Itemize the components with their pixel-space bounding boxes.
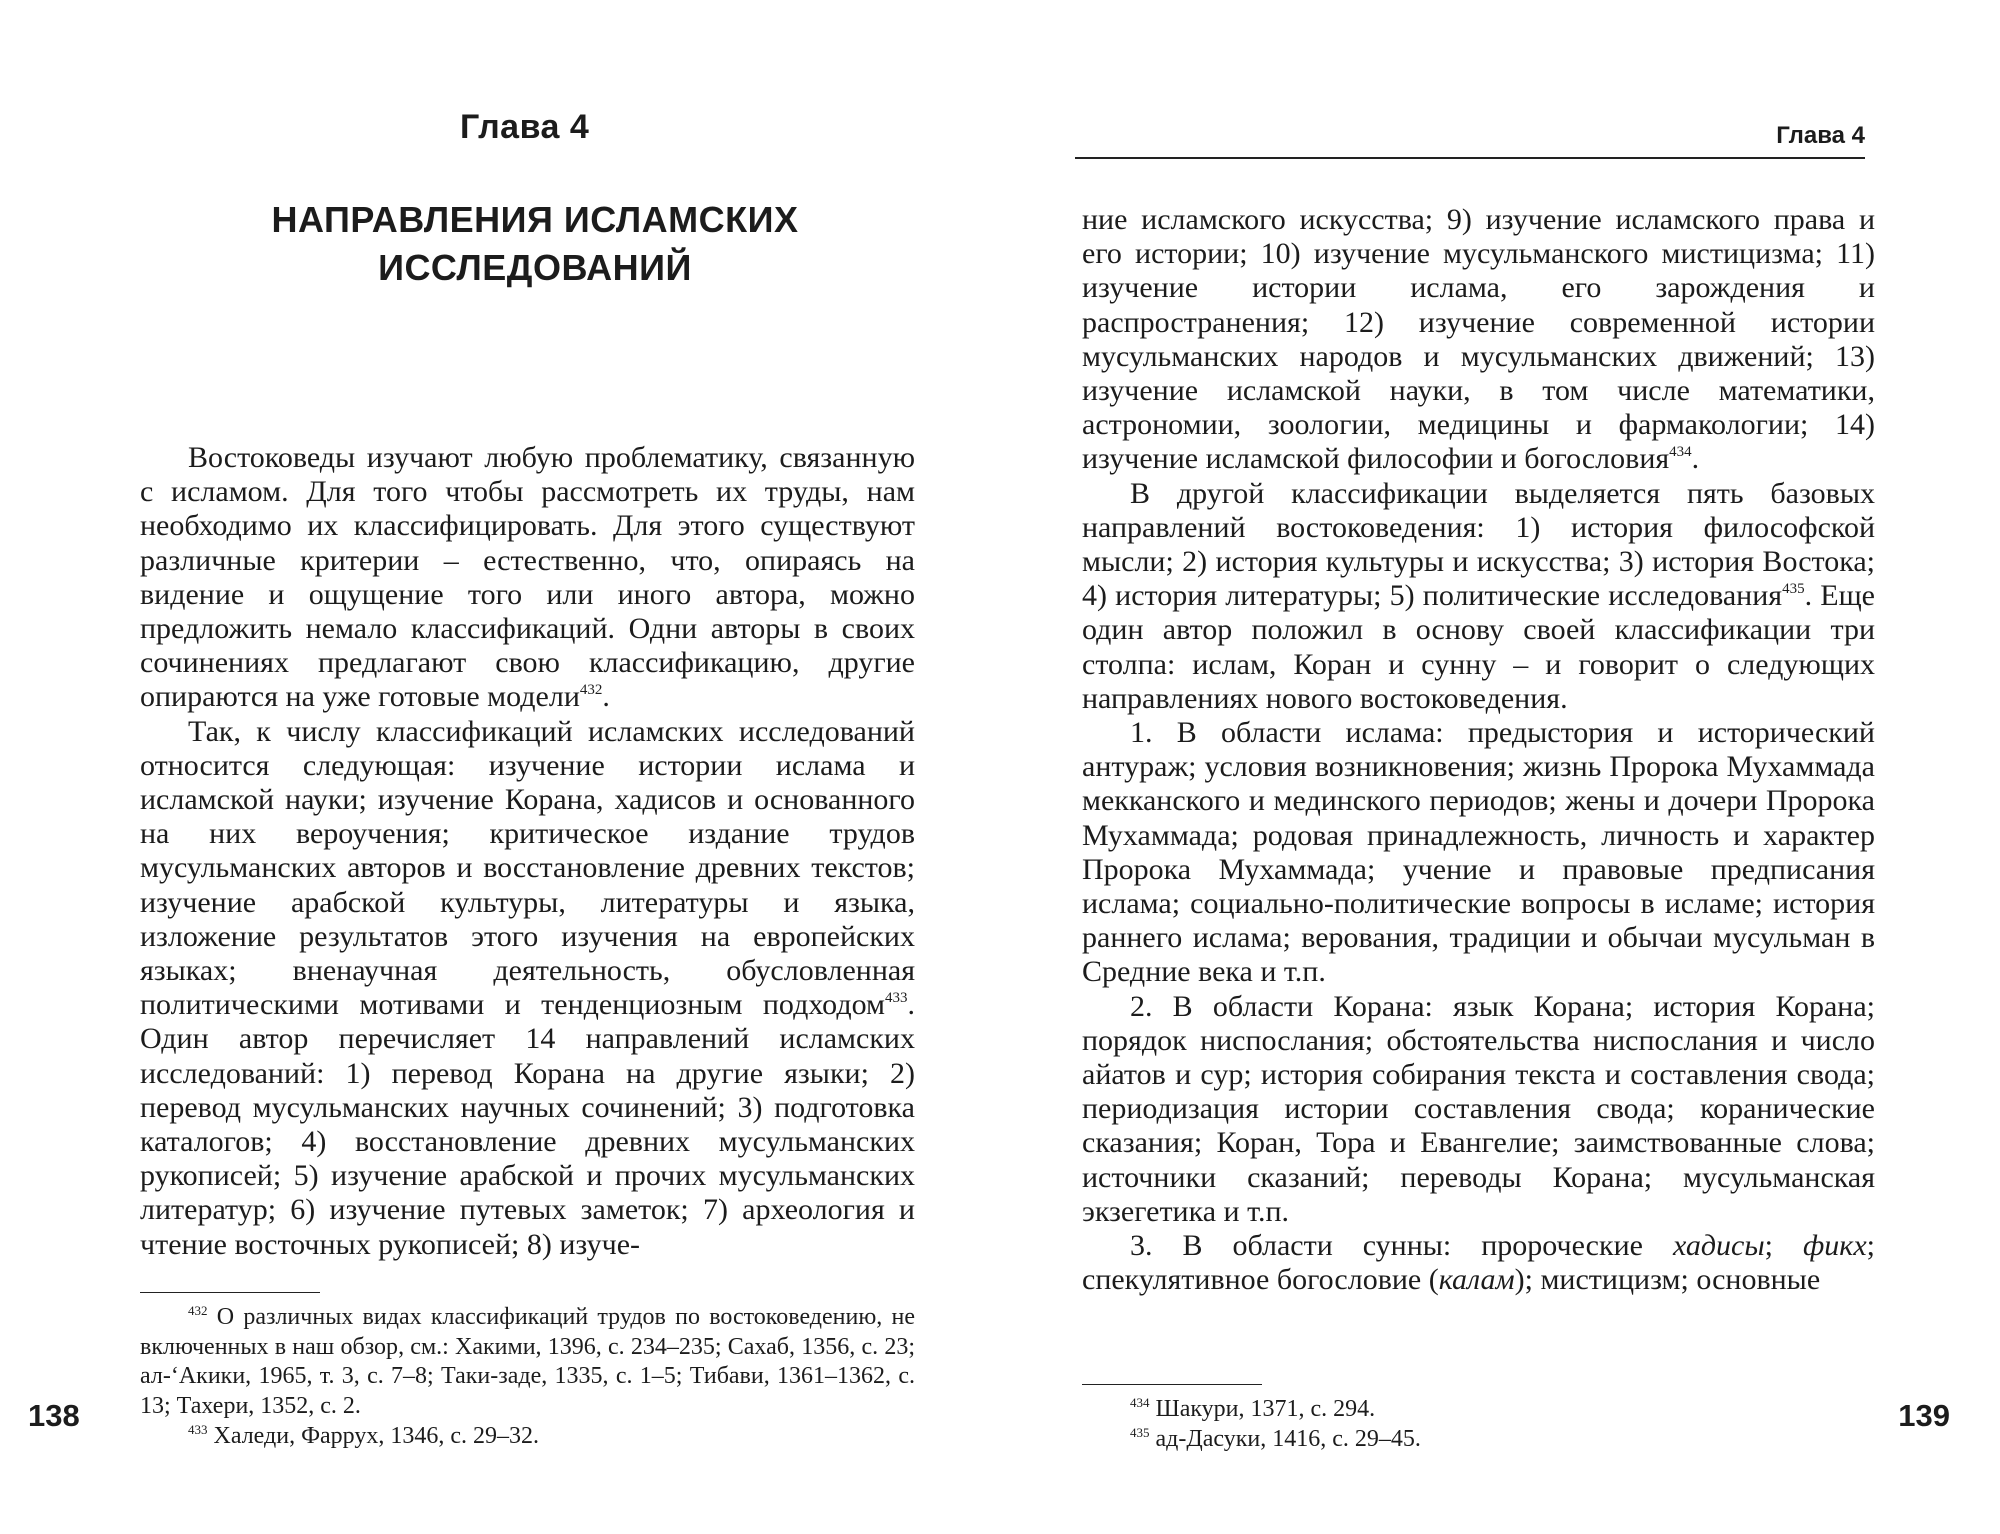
paragraph-text: . Один автор перечисляет 14 направлений исламских исследований: 1) перевод Корана на другие языки; 2) перевод мусульманских научных сочинений; 3) подготовка каталогов; 4) восстановление древних мусульманских рукописей; 5) изучение арабской и прочих мусульманских литератур; 6) изучение путевых заметок; 7) археология и чтение восточных рукописей; 8) изуче- [140,988,915,1261]
footnote-divider [1082,1384,1262,1385]
footnote-ref: 434 [1669,444,1692,461]
paragraph: Востоковеды изучают любую проблематику, связанную с исламом. Для того чтобы рассмотреть их труды, нам необходимо их классифицировать. Для этого существуют различные критерии – естественно, что, опираясь на видение и ощущение того или иного автора, можно предложить немало классификаций. Одни авторы в своих сочинениях предлагают свою классификацию, другие опираются на уже готовые модели$^{432}$. [140,441,915,714]
footnote-text: Халеди, Фаррух, 1346, с. 29–32. [213,1422,540,1449]
footnote-number: 434 [1130,1395,1150,1410]
footnote-text: О различных видах классификаций трудов по востоковедению, не включенных в наш обзор, см.: Хакими, 1396, с. 234–235; Сахаб, 1356, с. 23; ал-‘Акики, 1965, т. 3, с. 7–8; Таки-заде, 1335, с. 1–5; Тибави, 1361–1362, с. 13; Тахери, 1352, с. 2. [140,1304,915,1420]
footnotes [1082,1395,1875,1454]
footnote-number: 435 [1130,1424,1150,1440]
paragraph-text: ; [1764,1229,1803,1263]
paragraph-text: ние исламского искусства; 9) изучение исламского права и его истории; 10) изучение мусульманского мистицизма; 11) изучение истории ислама, его зарождения и распространения; 12) изучение современной истории мусульманских народов и мусульманских движений; 13) изучение исламской науки, в том числе математики, астрономии, зоологии, медицины и фармакологии; 14) изучение исламской философии и богословия [1082,203,1875,476]
footnote-number: 433 [188,1421,208,1437]
paragraph: ние исламского искусства; 9) изучение исламского права и его истории; 10) изучение мусульманского мистицизма; 11) изучение истории ислама, его зарождения и распространения; 12) изучение современной истории мусульманских народов и мусульманских движений; 13) изучение исламской науки, в том числе математики, астрономии, зоологии, медицины и фармакологии; 14) изучение исламской философии и богословия$^{434}$. [1082,203,1875,476]
paragraph: 1. В области ислама: предыстория и исторический антураж; условия возникновения; жизнь Пророка Мухаммада мекканского и мединского периодов; жены и дочери Пророка Мухаммада; родовая принадлежность, личность и характер Пророка Мухаммада; учение и правовые предписания ислама; социально-политические вопросы в исламе; история раннего ислама; верования, традиции и обычаи мусульман в Средние века и т.п. [1082,716,1875,989]
page-number: 138 [28,1398,80,1433]
italic-term: фикх [1803,1229,1867,1263]
footnote-ref: 433 [885,990,908,1007]
paragraph-text: ); мистицизм; основные [1514,1263,1821,1297]
footnote-number: 432 [188,1303,208,1318]
paragraph [1082,1229,1875,1297]
paragraph [1082,477,1875,716]
left-body-text [140,441,915,1262]
footnote-435 [1082,1425,1875,1455]
footnotes [140,1303,915,1452]
footnote-432 [140,1303,915,1422]
running-head: Глава 4 [1776,122,1865,149]
paragraph-text: . Еще один автор положил в основу своей классификации три столпа: ислам, Коран и сунну – и говорит о следующих направлениях нового востоковедения. [1082,579,1875,715]
section-title [0,196,1070,292]
right-page [1000,0,2000,1534]
footnote-divider [140,1292,320,1293]
footnote-ref: 432 [579,682,603,699]
footnote-text: Шакури, 1371, с. 294. [1155,1396,1376,1422]
paragraph-text: Востоковеды изучают любую проблематику, связанную с исламом. Для того чтобы рассмотреть их труды, нам необходимо их классифицировать. Для этого существуют различные критерии – естественно, что, опираясь на видение и ощущение того или иного автора, можно предложить немало классификаций. Одни авторы в своих сочинениях предлагают свою классификацию, другие опираются на уже готовые модели [140,441,915,714]
paragraph-text: 3. В области сунны: пророческие [1130,1229,1673,1263]
paragraph: 2. В области Корана: язык Корана; история Корана; порядок ниспослания; обстоятельства ниспослания и число айатов и сур; история собирания текста и составления свода; периодизация истории составления свода; коранические сказания; Коран, Тора и Евангелие; заимствованные слова; источники сказаний; переводы Корана; мусульманская экзегетика и т.п. [1082,989,1875,1228]
footnote-ref: 435 [1782,581,1805,598]
section-title-line-2: ИССЛЕДОВАНИЙ [378,247,692,288]
paragraph-text: В другой классификации выделяется пять базовых направлений востоковедения: 1) история философской мысли; 2) история культуры и искусства; 3) история Востока; 4) история литературы; 5) политические исследования [1082,476,1875,613]
header-rule [1075,157,1865,159]
paragraph [140,715,915,1262]
footnote-433 [140,1422,915,1452]
section-title-line-1: НАПРАВЛЕНИЯ ИСЛАМСКИХ [271,199,799,240]
paragraph-text: Так, к числу классификаций исламских исследований относится следующая: изучение истории ислама и исламской науки; изучение Корана, хадисов и основанного на них вероучения; критическое издание трудов мусульманских авторов и восстановление древних текстов; изучение арабской культуры, литературы и языка, изложение результатов этого изучения на европейских языках; вненаучная деятельность, обусловленная политическими мотивами и тенденциозным подходом [140,714,915,1022]
italic-term: калам [1438,1263,1515,1297]
italic-term: хадисы [1672,1229,1765,1263]
paragraph-text: ; спекулятивное богословие ( [1082,1229,1875,1297]
page-number: 139 [1898,1398,1950,1433]
right-body-text [1082,203,1875,1298]
footnote-434 [1082,1395,1875,1425]
footnote-text: ад-Дасуки, 1416, с. 29–45. [1155,1425,1421,1452]
chapter-title: Глава 4 [460,108,590,146]
